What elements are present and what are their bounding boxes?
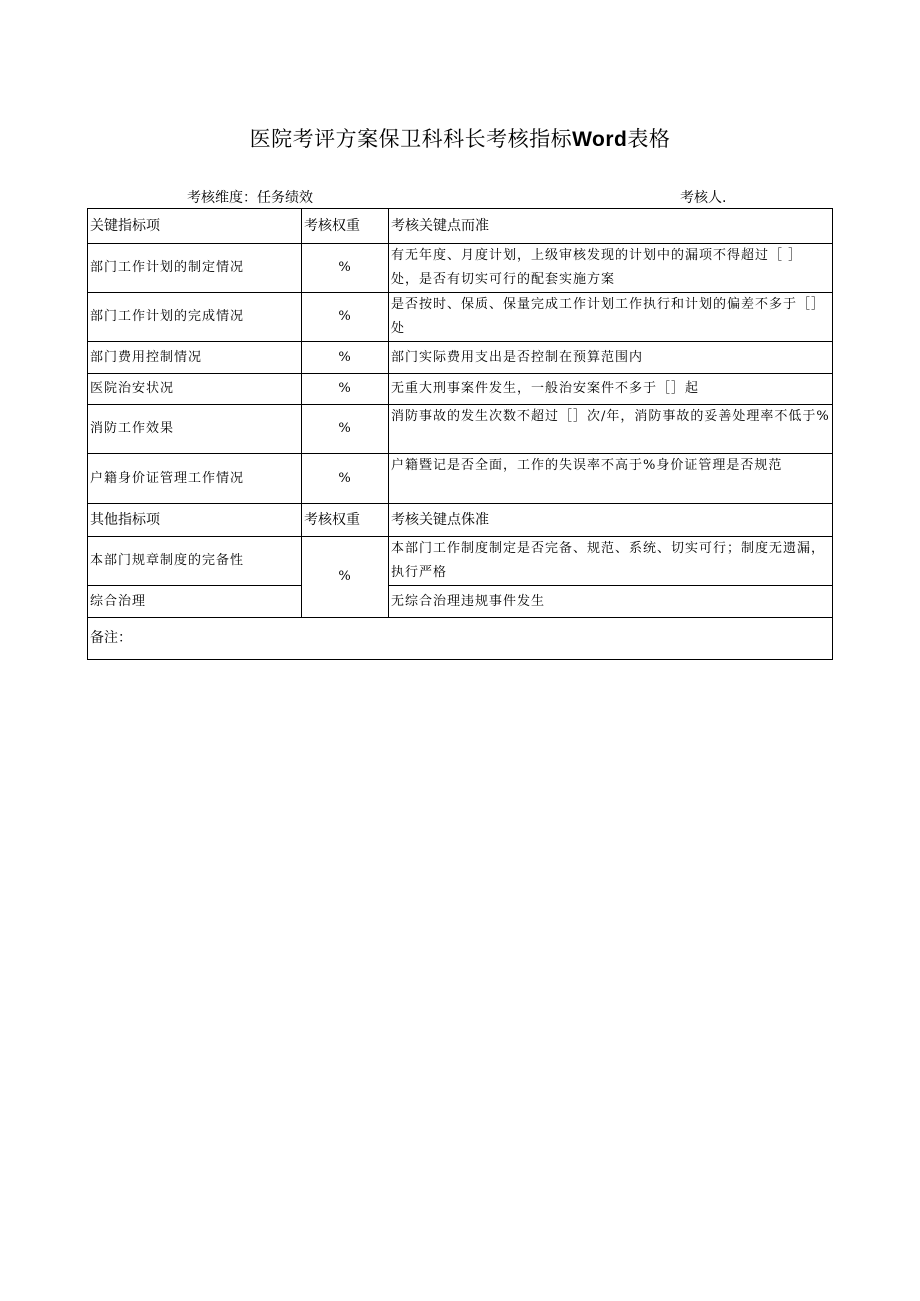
header-other-item: 其他指标项 <box>88 504 302 537</box>
table-row <box>88 374 833 405</box>
table-row <box>88 537 833 586</box>
row-item: 部门工作计划的完成情况 <box>88 293 302 342</box>
table-row <box>88 293 833 342</box>
row-criteria: 有无年度、月度计划，上级审核发现的计划中的漏项不得超过［ ］处，是否有切实可行的配套实施方案 <box>389 244 833 293</box>
table-row <box>88 405 833 454</box>
header-weight: 考核权重 <box>302 209 389 244</box>
header-criteria: 考核关键点而准 <box>389 209 833 244</box>
title-part-1: 医院考评方案保卫科科长考核指标 <box>249 127 573 151</box>
row-criteria: 本部门工作制度制定是否完备、规范、系统、切实可行；制度无遗漏，执行严格 <box>389 537 833 586</box>
row-criteria: 无综合治理违规事件发生 <box>389 586 833 618</box>
notes-row <box>88 618 833 660</box>
table-row <box>88 586 833 618</box>
row-criteria: 是否按时、保质、保量完成工作计划工作执行和计划的偏差不多于［］处 <box>389 293 833 342</box>
header-key-item: 关键指标项 <box>88 209 302 244</box>
row-weight: % <box>302 374 389 405</box>
row-criteria: 消防事故的发生次数不超过［］次/年，消防事故的妥善处理率不低于% <box>389 405 833 454</box>
table-header-row-other <box>88 504 833 537</box>
table-row <box>88 342 833 374</box>
row-item: 本部门规章制度的完备性 <box>88 537 302 586</box>
title-part-word: Word <box>572 128 628 151</box>
indicator-table <box>87 208 833 660</box>
row-item: 综合治理 <box>88 586 302 618</box>
row-criteria: 部门实际费用支出是否控制在预算范围内 <box>389 342 833 374</box>
dimension-label: 考核维度：任务绩效 <box>187 190 313 206</box>
row-item: 户籍身价证管理工作情况 <box>88 454 302 504</box>
notes-label: 备注： <box>88 618 833 660</box>
row-criteria: 户籍暨记是否全面，工作的失误率不高于%身价证管理是否规范 <box>389 454 833 504</box>
table-row <box>88 244 833 293</box>
header-weight-other: 考核权重 <box>302 504 389 537</box>
page-title <box>0 124 920 155</box>
row-item: 消防工作效果 <box>88 405 302 454</box>
row-item: 医院治安状况 <box>88 374 302 405</box>
row-weight: % <box>302 342 389 374</box>
title-part-2: 表格 <box>627 127 671 151</box>
table-row <box>88 454 833 504</box>
row-item: 部门费用控制情况 <box>88 342 302 374</box>
assessor-label: 考核人. <box>680 190 727 206</box>
row-weight-merged: % <box>302 537 389 618</box>
row-weight: % <box>302 454 389 504</box>
header-criteria-other: 考核关键点侏准 <box>389 504 833 537</box>
row-weight: % <box>302 293 389 342</box>
row-criteria: 无重大刑事案件发生，一般治安案件不多于［］起 <box>389 374 833 405</box>
row-weight: % <box>302 405 389 454</box>
row-weight: % <box>302 244 389 293</box>
row-item: 部门工作计划的制定情况 <box>88 244 302 293</box>
table-header-row <box>88 209 833 244</box>
